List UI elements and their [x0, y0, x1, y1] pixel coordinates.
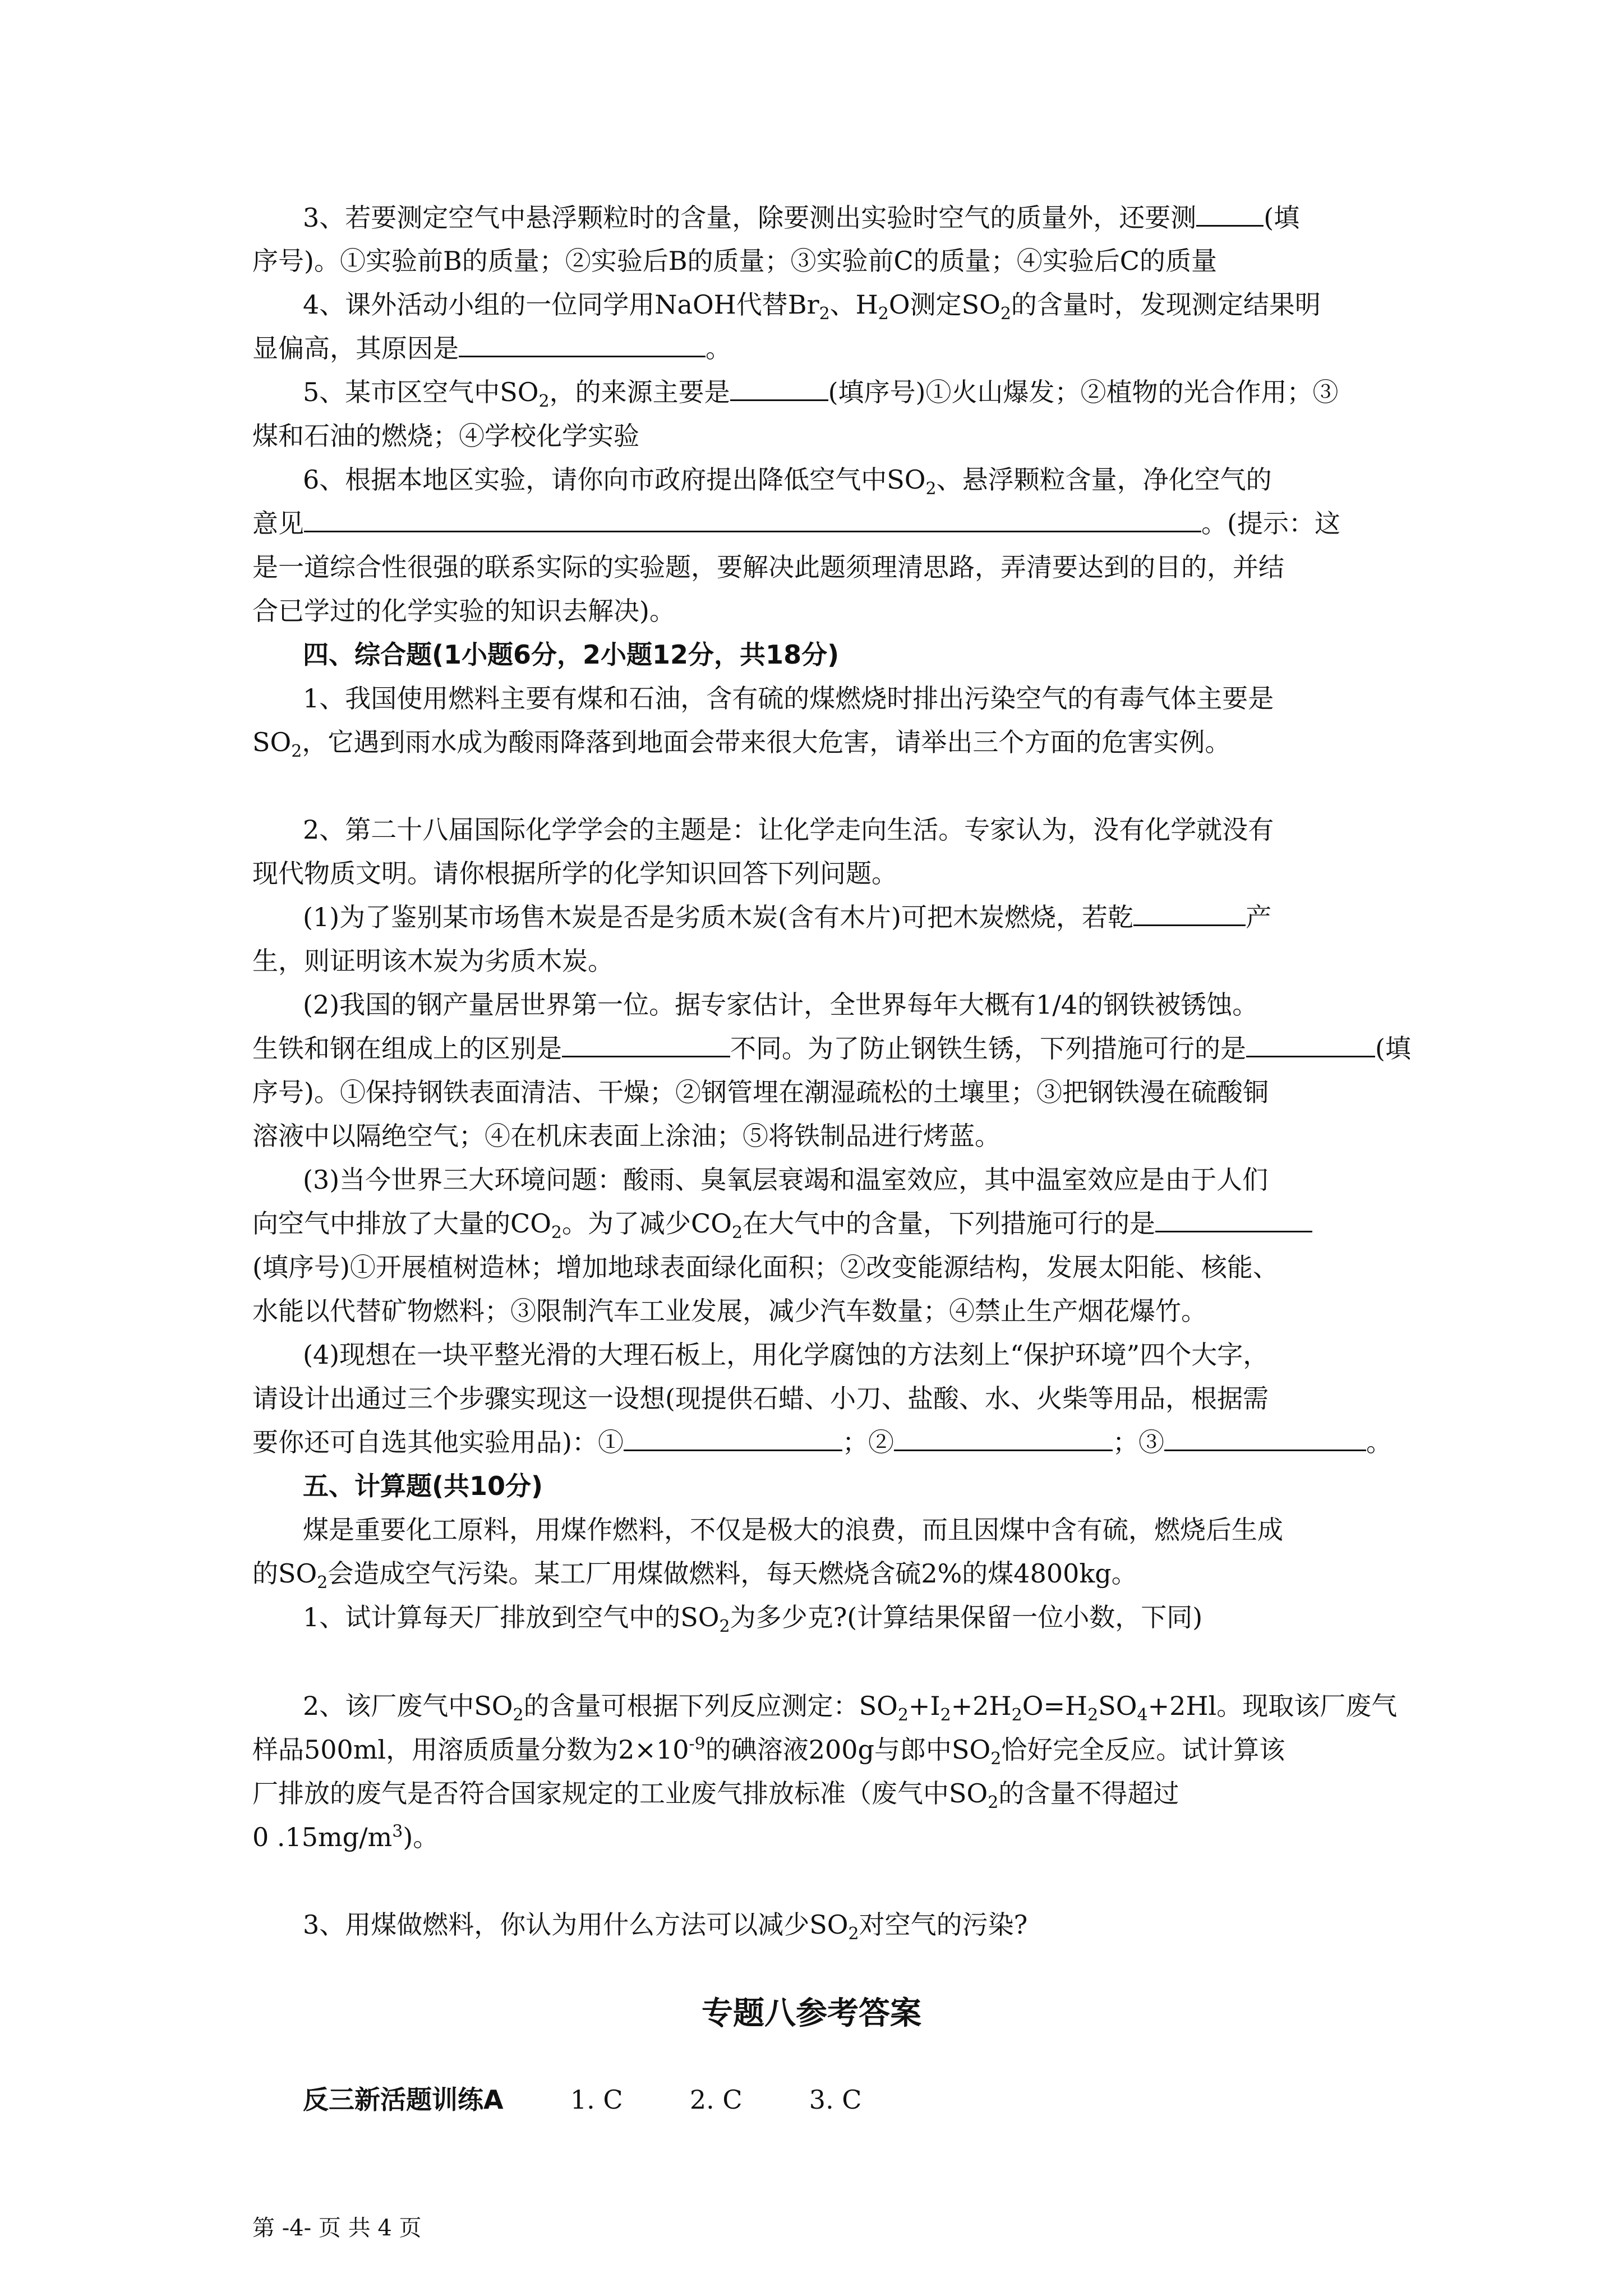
question-4-2-3-line-3: (填序号)①开展植树造林；增加地球表面绿化面积；②改变能源结构，发展太阳能、核能、	[252, 1252, 1279, 1282]
question-4-2-line-2: 现代物质文明。请你根据所学的化学知识回答下列问题。	[252, 858, 897, 889]
page-footer: 第 -4- 页 共 4 页	[252, 2215, 422, 2241]
answer-blank[interactable]	[1155, 1208, 1312, 1232]
question-3-6-line-4: 合已学过的化学实验的知识去解决)。	[252, 596, 675, 626]
question-3-5-line-1: 5、某市区空气中$SO_2$，的来源主要是 (填序号)①火山爆发；②植物的光合作用；③	[303, 377, 1339, 412]
question-4-2-2-line-1: (2)我国的钢产量居世界第一位。据专家估计，全世界每年大概有1/4的钢铁被锈蚀。	[303, 990, 1258, 1020]
question-4-2-3-line-4: 水能以代替矿物燃料；③限制汽车工业发展，减少汽车数量；④禁止生产烟花爆竹。	[252, 1296, 1207, 1326]
question-4-2-1-line-1: (1)为了鉴别某市场售木炭是否是劣质木炭(含有木片)可把木炭燃烧，若乾 产	[303, 902, 1272, 932]
question-4-2-2-line-3: 序号)。①保持钢铁表面清洁、干燥；②钢管埋在潮湿疏松的土壤里；③把钢铁漫在硫酸铜	[252, 1077, 1269, 1107]
question-4-2-2-line-2: 生铁和钢在组成上的区别是 不同。为了防止钢铁生锈，下列措施可行的是 (填	[252, 1033, 1411, 1064]
text: 序号)。①实验前B的质量；②实验后B的质量；③实验前C的质量；④实验后C的质量	[252, 246, 1217, 276]
answer-3: 3. C	[809, 2085, 862, 2115]
text: 3、若要测定空气中悬浮颗粒时的含量，除要测出实验时空气的质量外，还要测	[303, 203, 1197, 233]
answers-title: 专题八参考答案	[702, 1995, 921, 2032]
question-3-6-line-2: 意见 。(提示：这	[252, 508, 1340, 539]
question-5-2-line-3: 厂排放的废气是否符合国家规定的工业废气排放标准（废气中$SO_2$的含量不得超过	[252, 1778, 1179, 1813]
question-5-2-line-4: 0 $.15mg/m^3$)。	[252, 1821, 439, 1852]
question-4-2-4-line-1: (4)现想在一块平整光滑的大理石板上，用化学腐蚀的方法刻上“保护环境”四个大字，	[303, 1340, 1269, 1370]
question-5-3: 3、用煤做燃料，你认为用什么方法可以减少$SO_2$对空气的污染?	[303, 1910, 1028, 1944]
question-3-4-line-2: 显偏高，其原因是 。	[252, 333, 731, 364]
question-4-1-line-1: 1、我国使用燃料主要有煤和石油，含有硫的煤燃烧时排出污染空气的有毒气体主要是	[303, 683, 1274, 714]
question-3-3-line-2	[252, 242, 1486, 279]
question-3-5-line-2: 煤和石油的燃烧；④学校化学实验	[252, 421, 639, 451]
question-5-intro-line-1: 煤是重要化工原料，用煤作燃料，不仅是极大的浪费，而且因煤中含有硫，燃烧后生成	[303, 1515, 1283, 1545]
question-4-2-2-line-4: 溶液中以隔绝空气；④在机床表面上涂油；⑤将铁制品进行烤蓝。	[252, 1121, 1000, 1151]
answer-blank[interactable]	[1164, 1427, 1366, 1451]
answer-blank[interactable]	[1246, 1033, 1375, 1057]
question-4-2-line-1: 2、第二十八届国际化学学会的主题是：让化学走向生活。专家认为，没有化学就没有	[303, 815, 1274, 845]
question-3-4-line-1: 4、课外活动小组的一位同学用NaOH代替$Br_2$、$H_2O$测定$SO_2$的含量时，发现测定结果明	[303, 289, 1321, 324]
section-5-heading: 五、计算题(共10分)	[303, 1471, 543, 1501]
answer-2: 2. C	[689, 2085, 743, 2115]
question-5-2-line-1: 2、该厂废气中$SO_2$的含量可根据下列反应测定：$SO_2+I_2+2H_2O=H_2SO_4+2Hl$。现取该厂废气	[303, 1691, 1398, 1726]
question-4-2-1-line-2: 生，则证明该木炭为劣质木炭。	[252, 946, 614, 976]
section-4-heading: 四、综合题(1小题6分，2小题12分，共18分)	[303, 639, 840, 670]
answer-blank[interactable]	[1133, 902, 1246, 926]
answer-blank[interactable]	[1196, 203, 1264, 227]
question-4-2-4-line-2: 请设计出通过三个步骤实现这一设想(现提供石蜡、小刀、盐酸、水、火柴等用品，根据需	[252, 1383, 1269, 1414]
answer-blank[interactable]	[459, 333, 706, 357]
answer-blank[interactable]	[624, 1427, 842, 1451]
answer-blank[interactable]	[730, 377, 828, 401]
question-5-2-line-2: 样品500ml，用溶质质量分数为$2\times 10^{-9}$的碘溶液200g与郎中$SO_2$恰好完全反应。试计算该	[252, 1734, 1285, 1769]
question-5-intro-line-2: 的$SO_2$会造成空气污染。某工厂用煤做燃料，每天燃烧含硫2%的煤4800kg。	[252, 1558, 1137, 1593]
question-3-6-line-3: 是一道综合性很强的联系实际的实验题，要解决此题须理清思路，弄清要达到的目的，并结	[252, 552, 1284, 582]
question-5-1: 1、试计算每天厂排放到空气中的$SO_2$为多少克?(计算结果保留一位小数，下同)	[303, 1602, 1203, 1637]
answer-blank[interactable]	[894, 1427, 1113, 1451]
answer-blank[interactable]	[304, 508, 1201, 532]
text: (填	[1264, 203, 1300, 233]
question-3-6-line-1: 6、根据本地区实验，请你向市政府提出降低空气中$SO_2$、悬浮颗粒含量，净化空气的	[303, 464, 1272, 499]
question-3-3-line-1	[303, 199, 1486, 236]
answer-blank[interactable]	[562, 1033, 730, 1057]
question-4-2-4-line-3: 要你还可自选其他实验用品)：① ；② ；③ 。	[252, 1427, 1392, 1457]
question-4-2-3-line-1: (3)当今世界三大环境问题：酸雨、臭氧层衰竭和温室效应，其中温室效应是由于人们	[303, 1165, 1269, 1195]
answers-label: 反三新活题训练A	[303, 2085, 504, 2115]
answer-1: 1. C	[570, 2085, 623, 2115]
answers-row	[303, 2081, 1486, 2118]
question-4-1-line-2: $SO_2$，它遇到雨水成为酸雨降落到地面会带来很大危害，请举出三个方面的危害实例。	[252, 727, 1231, 762]
question-4-2-3-line-2: 向空气中排放了大量的$CO_2$。为了减少$CO_2$在大气中的含量，下列措施可行的是	[252, 1205, 1486, 1242]
